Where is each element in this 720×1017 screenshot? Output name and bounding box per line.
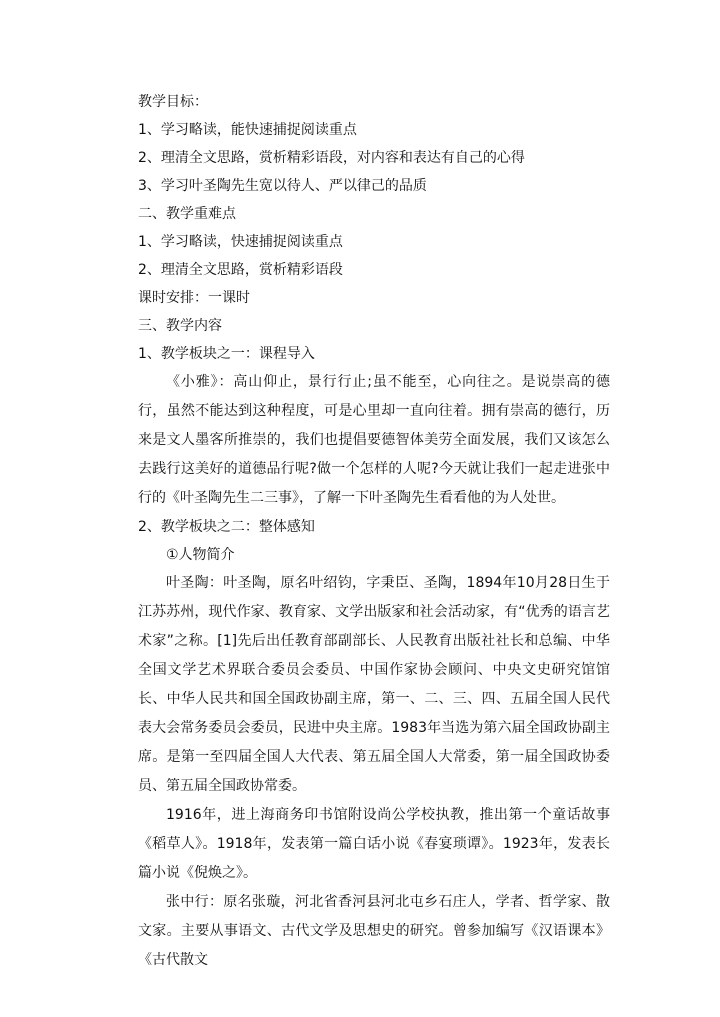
intro-paragraph: 《小雅》：高山仰止，景行行止;虽不能至，心向往之。是说崇高的德行，虽然不能达到这种程度，可是心里却一直向往着。拥有崇高的德行，历来是文人墨客所推崇的，我们也提倡要德智体美劳全面发展，我们又该怎么去践行这美好的道德品行呢?做一个怎样的人呢?今天就让我们一起走进张中行的《叶圣陶先生二三事》，了解一下叶圣陶先生看看他的为人处世。 <box>138 374 610 506</box>
goal-item-1: 1、学习略读，能快速捕捉阅读重点 <box>138 122 357 138</box>
section1-heading: 1、教学板块之一：课程导入 <box>138 346 315 362</box>
person-intro-subheading: ①人物简介 <box>166 547 235 563</box>
section2-heading: 2、教学板块之二：整体感知 <box>138 519 315 535</box>
difficulty-item-2: 2、理清全文思路，赏析精彩语段 <box>138 262 343 278</box>
zhang-zhongxing-paragraph: 张中行：原名张璇，河北省香河县河北屯乡石庄人，学者、哲学家、散文家。主要从事语文、古代文学及思想史的研究。曾参加编写《汉语课本》《古代散文 <box>138 894 610 968</box>
difficulty-item-1: 1、学习略读，快速捕捉阅读重点 <box>138 234 343 250</box>
teaching-goals-heading: 教学目标： <box>138 94 208 110</box>
teaching-content-heading: 三、教学内容 <box>138 318 222 334</box>
works-paragraph: 1916年，进上海商务印书馆附设尚公学校执教，推出第一个童话故事《稻草人》。1918年，发表第一篇白话小说《春宴琐谭》。1923年，发表长篇小说《倪焕之》。 <box>138 807 610 881</box>
key-difficulties-heading: 二、教学重难点 <box>138 206 236 222</box>
goal-item-2: 2、理清全文思路，赏析精彩语段，对内容和表达有自己的心得 <box>138 150 525 166</box>
document-body <box>138 88 610 975</box>
ye-shengtao-paragraph: 叶圣陶：叶圣陶，原名叶绍钧，字秉臣、圣陶，1894年10月28日生于江苏苏州，现代作家、教育家、文学出版家和社会活动家，有“优秀的语言艺术家”之称。[1]先后出任教育部副部长、人民教育出版社社长和总编、中华全国文学艺术界联合委员会委员、中国作家协会顾问、中央文史研究馆馆长、中华人民共和国全国政协副主席，第一、二、三、四、五届全国人民代表大会常务委员会委员，民进中央主席。1983年当选为第六届全国政协副主席。是第一至四届全国人大代表、第五届全国人大常委，第一届全国政协委员、第五届全国政协常委。 <box>138 575 610 794</box>
goal-item-3: 3、学习叶圣陶先生宽以待人、严以律己的品质 <box>138 178 427 194</box>
schedule-line: 课时安排：一课时 <box>138 290 250 306</box>
